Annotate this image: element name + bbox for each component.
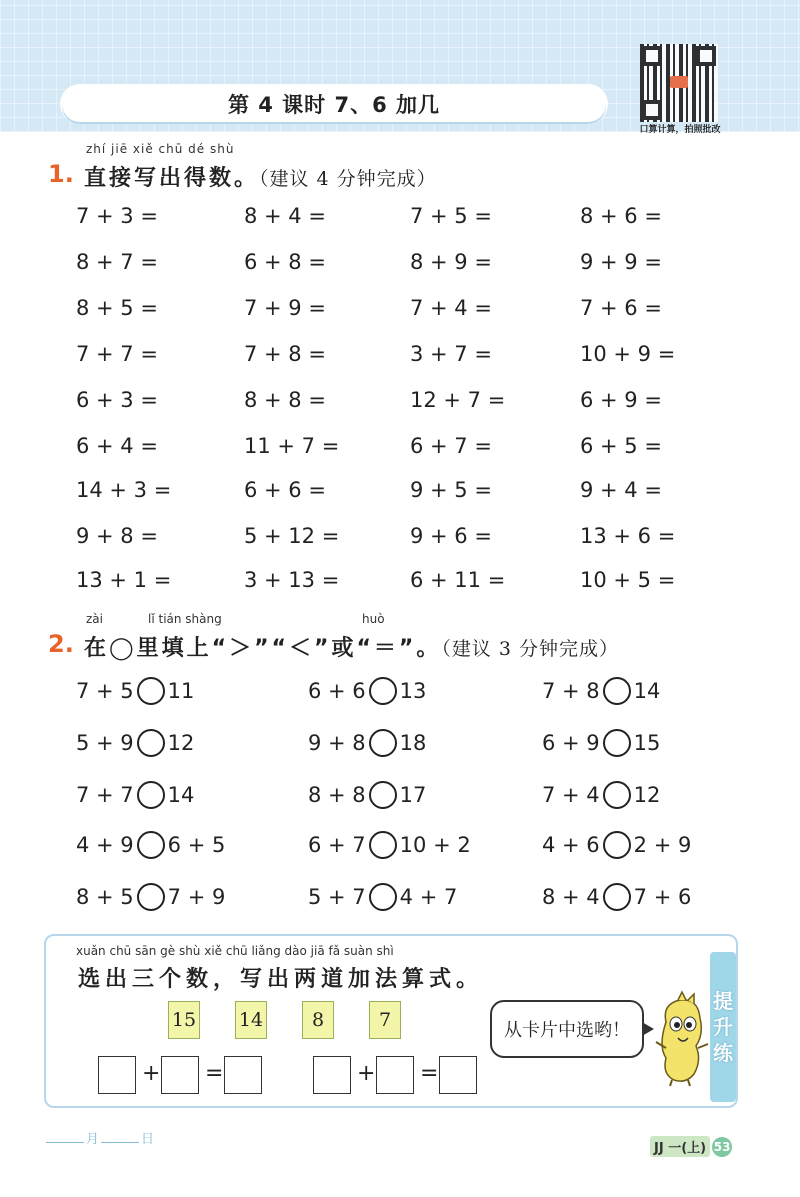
answer-box[interactable] <box>161 1056 199 1094</box>
q1-equation[interactable]: 13 + 1 = <box>76 568 172 592</box>
q2-right-expr: 15 <box>633 731 661 755</box>
compare-circle[interactable] <box>137 781 165 809</box>
q2-right-expr: 14 <box>633 679 661 703</box>
extension-pinyin: xuǎn chū sān gè shù xiě chū liǎng dào jiā fǎ suàn shì <box>76 944 394 958</box>
q2-pinyin-zai: zài <box>86 612 103 626</box>
q2-right-expr: 10 + 2 <box>399 833 471 857</box>
compare-circle[interactable] <box>137 831 165 859</box>
q2-comparison <box>308 831 471 859</box>
q2-left-expr: 4 + 9 <box>76 833 134 857</box>
q1-number: 1. <box>48 160 74 188</box>
q1-equation[interactable]: 7 + 7 = <box>76 342 158 366</box>
q2-left-expr: 7 + 8 <box>542 679 600 703</box>
q2-left-expr: 8 + 5 <box>76 885 134 909</box>
q1-equation[interactable]: 6 + 3 = <box>76 388 158 412</box>
compare-circle[interactable] <box>603 677 631 705</box>
q1-equation[interactable]: 7 + 6 = <box>580 296 662 320</box>
side-label-3: 练 <box>713 1041 733 1065</box>
q1-equation[interactable]: 6 + 7 = <box>410 434 492 458</box>
q1-equation[interactable]: 7 + 8 = <box>244 342 326 366</box>
q2-left-expr: 5 + 9 <box>76 731 134 755</box>
q1-equation[interactable]: 12 + 7 = <box>410 388 506 412</box>
compare-circle[interactable] <box>369 729 397 757</box>
side-label-2: 升 <box>713 1015 733 1039</box>
compare-circle[interactable] <box>603 781 631 809</box>
page-footer <box>650 1136 732 1157</box>
q1-equation[interactable]: 8 + 6 = <box>580 204 662 228</box>
q1-equation[interactable]: 6 + 4 = <box>76 434 158 458</box>
q1-equation[interactable]: 10 + 9 = <box>580 342 676 366</box>
speech-bubble-text: 从卡片中选哟！ <box>504 1020 630 1041</box>
plus-sign: + <box>357 1061 376 1086</box>
compare-circle[interactable] <box>137 729 165 757</box>
q2-comparison <box>542 781 660 809</box>
q1-equation[interactable]: 7 + 9 = <box>244 296 326 320</box>
q2-comparison <box>76 883 225 911</box>
page-number: 53 <box>712 1137 732 1157</box>
q2-right-expr: 7 + 9 <box>167 885 226 909</box>
answer-box[interactable] <box>376 1056 414 1094</box>
q1-equation[interactable]: 9 + 9 = <box>580 250 662 274</box>
q2-left-expr: 8 + 4 <box>542 885 600 909</box>
q2-comparison <box>308 781 426 809</box>
extension-side-tab <box>710 952 736 1102</box>
q1-equation[interactable]: 3 + 7 = <box>410 342 492 366</box>
q2-right-expr: 14 <box>167 783 195 807</box>
q2-text: 在◯里填上“＞”“＜”或“＝”。 <box>84 636 442 661</box>
q1-equation[interactable]: 6 + 9 = <box>580 388 662 412</box>
q1-equation[interactable]: 13 + 6 = <box>580 524 676 548</box>
month-label: 月 <box>86 1132 100 1147</box>
q1-instruction <box>84 161 437 192</box>
answer-box[interactable] <box>98 1056 136 1094</box>
q2-comparison <box>76 781 194 809</box>
q2-left-expr: 7 + 7 <box>76 783 134 807</box>
q2-comparison <box>76 677 194 705</box>
q2-number: 2. <box>48 630 74 658</box>
q1-equation[interactable]: 5 + 12 = <box>244 524 340 548</box>
answer-box[interactable] <box>313 1056 351 1094</box>
qr-caption: 口算计算，拍照批改 <box>639 125 721 135</box>
q1-pinyin: zhí jiē xiě chū dé shù <box>86 142 235 156</box>
q1-equation[interactable]: 11 + 7 = <box>244 434 340 458</box>
grade-label: JJ 一(上) <box>650 1136 710 1157</box>
q2-right-expr: 4 + 7 <box>399 885 458 909</box>
q2-left-expr: 6 + 7 <box>308 833 366 857</box>
q1-equation[interactable]: 14 + 3 = <box>76 478 172 502</box>
day-label: 日 <box>141 1132 155 1147</box>
answer-box[interactable] <box>439 1056 477 1094</box>
q2-comparison <box>542 883 691 911</box>
q1-equation[interactable]: 7 + 5 = <box>410 204 492 228</box>
equals-sign: = <box>420 1061 439 1086</box>
q1-equation[interactable]: 8 + 5 = <box>76 296 158 320</box>
q2-right-expr: 17 <box>399 783 427 807</box>
q2-right-expr: 11 <box>167 679 195 703</box>
q2-left-expr: 6 + 9 <box>542 731 600 755</box>
q2-right-expr: 13 <box>399 679 427 703</box>
q1-equation[interactable]: 6 + 5 = <box>580 434 662 458</box>
q1-equation[interactable]: 9 + 8 = <box>76 524 158 548</box>
lesson-title: 第 4 课时 7、6 加几 <box>227 93 441 117</box>
q2-right-expr: 7 + 6 <box>633 885 692 909</box>
number-card: 15 <box>168 1001 200 1039</box>
plus-sign: + <box>142 1061 161 1086</box>
number-card: 7 <box>369 1001 401 1039</box>
q2-left-expr: 7 + 5 <box>76 679 134 703</box>
q2-right-expr: 18 <box>399 731 427 755</box>
compare-circle[interactable] <box>369 883 397 911</box>
q2-pinyin-huo: huò <box>362 612 385 626</box>
number-card: 8 <box>302 1001 334 1039</box>
extension-instruction: 选出三个数，写出两道加法算式。 <box>78 967 484 992</box>
lesson-title-pill <box>62 86 606 122</box>
q1-equation[interactable]: 9 + 5 = <box>410 478 492 502</box>
q1-equation[interactable]: 10 + 5 = <box>580 568 676 592</box>
equals-sign: = <box>205 1061 224 1086</box>
q1-equation[interactable]: 7 + 4 = <box>410 296 492 320</box>
q1-equation[interactable]: 8 + 9 = <box>410 250 492 274</box>
q2-left-expr: 9 + 8 <box>308 731 366 755</box>
q2-comparison <box>308 677 426 705</box>
q2-comparison <box>542 677 660 705</box>
q1-equation[interactable]: 8 + 8 = <box>244 388 326 412</box>
compare-circle[interactable] <box>369 677 397 705</box>
q2-instruction <box>84 631 619 662</box>
compare-circle[interactable] <box>603 729 631 757</box>
q1-equation[interactable]: 9 + 4 = <box>580 478 662 502</box>
q2-left-expr: 8 + 8 <box>308 783 366 807</box>
q1-text: 直接写出得数。 <box>84 166 260 191</box>
q2-comparison <box>76 831 225 859</box>
q2-right-expr: 12 <box>633 783 661 807</box>
q2-comparison <box>542 729 660 757</box>
answer-box[interactable] <box>224 1056 262 1094</box>
qr-code-icon[interactable] <box>640 44 718 122</box>
q2-left-expr: 5 + 7 <box>308 885 366 909</box>
q2-comparison <box>308 729 426 757</box>
mascot-dinosaur-icon <box>652 988 712 1088</box>
q1-equation[interactable]: 7 + 3 = <box>76 204 158 228</box>
q1-equation[interactable]: 3 + 13 = <box>244 568 340 592</box>
q1-equation[interactable]: 6 + 11 = <box>410 568 506 592</box>
date-field[interactable] <box>44 1128 154 1147</box>
compare-circle[interactable] <box>603 831 631 859</box>
compare-circle[interactable] <box>603 883 631 911</box>
compare-circle[interactable] <box>137 883 165 911</box>
q2-pinyin-li-tian-shang: lǐ tián shàng <box>148 612 222 626</box>
number-card: 14 <box>235 1001 267 1039</box>
q1-equation[interactable]: 9 + 6 = <box>410 524 492 548</box>
compare-circle[interactable] <box>137 677 165 705</box>
q2-comparison <box>542 831 691 859</box>
q2-comparison <box>76 729 194 757</box>
q2-left-expr: 7 + 4 <box>542 783 600 807</box>
q1-equation[interactable]: 6 + 6 = <box>244 478 326 502</box>
q1-equation[interactable]: 6 + 8 = <box>244 250 326 274</box>
q2-right-expr: 6 + 5 <box>167 833 226 857</box>
month-blank[interactable] <box>46 1130 84 1143</box>
q2-left-expr: 4 + 6 <box>542 833 600 857</box>
q2-hint: （建议 3 分钟完成） <box>441 638 620 660</box>
speech-bubble <box>490 1000 644 1058</box>
q2-left-expr: 6 + 6 <box>308 679 366 703</box>
q1-equation[interactable]: 8 + 7 = <box>76 250 158 274</box>
q2-right-expr: 12 <box>167 731 195 755</box>
compare-circle[interactable] <box>369 831 397 859</box>
q1-equation[interactable]: 8 + 4 = <box>244 204 326 228</box>
q2-right-expr: 2 + 9 <box>633 833 692 857</box>
day-blank[interactable] <box>101 1130 139 1143</box>
compare-circle[interactable] <box>369 781 397 809</box>
side-label-1: 提 <box>713 989 733 1013</box>
q1-hint: （建议 4 分钟完成） <box>259 168 437 190</box>
q2-comparison <box>308 883 457 911</box>
